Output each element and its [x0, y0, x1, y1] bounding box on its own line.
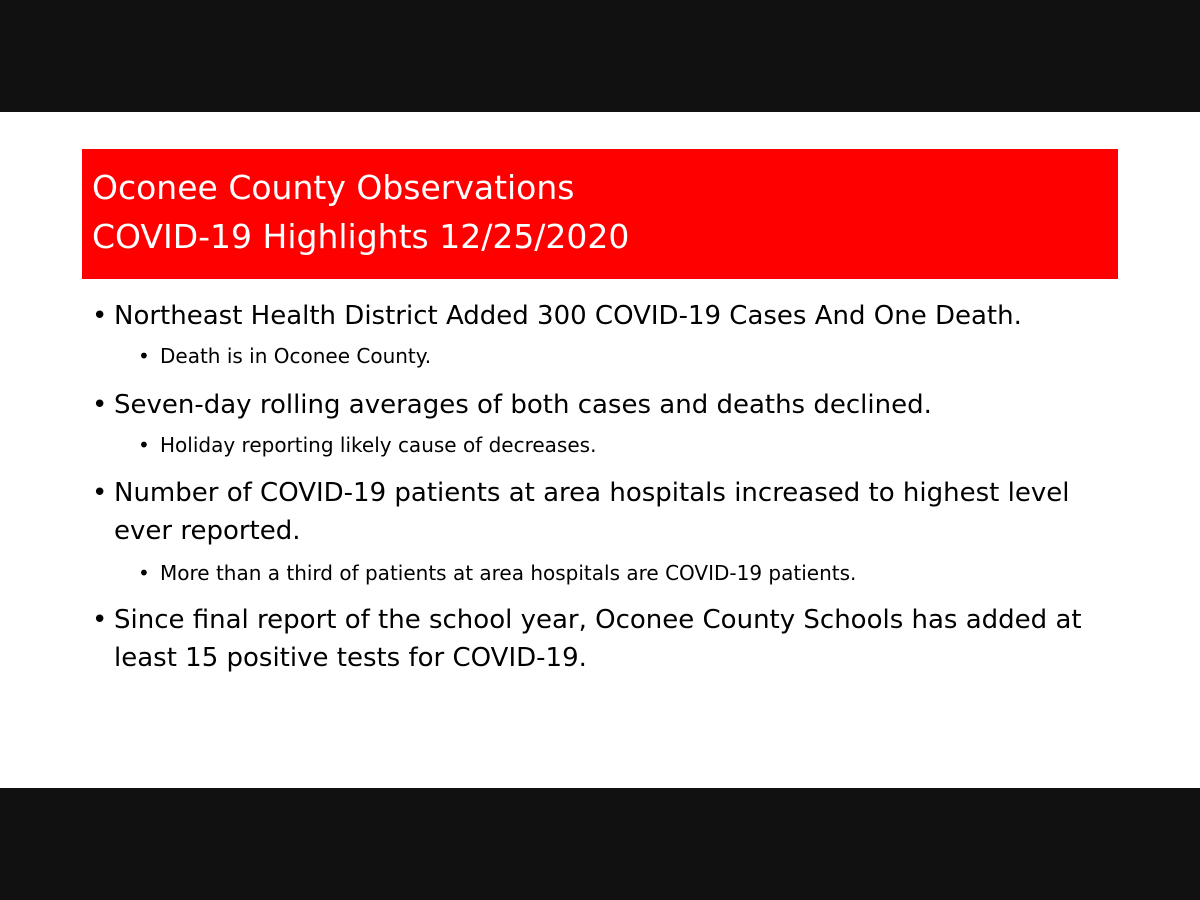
bullet-icon: •: [92, 390, 108, 420]
bullet-icon: •: [138, 561, 150, 585]
letterbox-top: [0, 0, 1200, 112]
slide-subtitle: COVID-19 Highlights 12/25/2020: [92, 217, 630, 256]
bullet-icon: •: [138, 433, 150, 457]
bullet-text: Seven-day rolling averages of both cases and deaths declined.: [114, 390, 932, 420]
sub-bullet-text: More than a third of patients at area hospitals are COVID-19 patients.: [160, 561, 857, 585]
sub-bullet-text: Death is in Oconee County.: [160, 344, 432, 368]
bullet-list: [0, 112, 1200, 788]
letterbox-bottom: [0, 788, 1200, 900]
sub-bullet-text: Holiday reporting likely cause of decreases.: [160, 433, 597, 457]
slide: [0, 112, 1200, 788]
bullet-icon: •: [92, 478, 108, 508]
bullet-text: Since final report of the school year, Oconee County Schools has added at least 15 positive tests for COVID-19.: [114, 605, 1082, 673]
bullet-icon: •: [92, 605, 108, 635]
bullet-text: Northeast Health District Added 300 COVID-19 Cases And One Death.: [114, 301, 1022, 331]
bullet-text: Number of COVID-19 patients at area hospitals increased to highest level ever reported.: [114, 478, 1070, 546]
bullet-icon: •: [92, 301, 108, 331]
slide-title: Oconee County Observations: [92, 168, 575, 207]
bullet-icon: •: [138, 344, 150, 368]
